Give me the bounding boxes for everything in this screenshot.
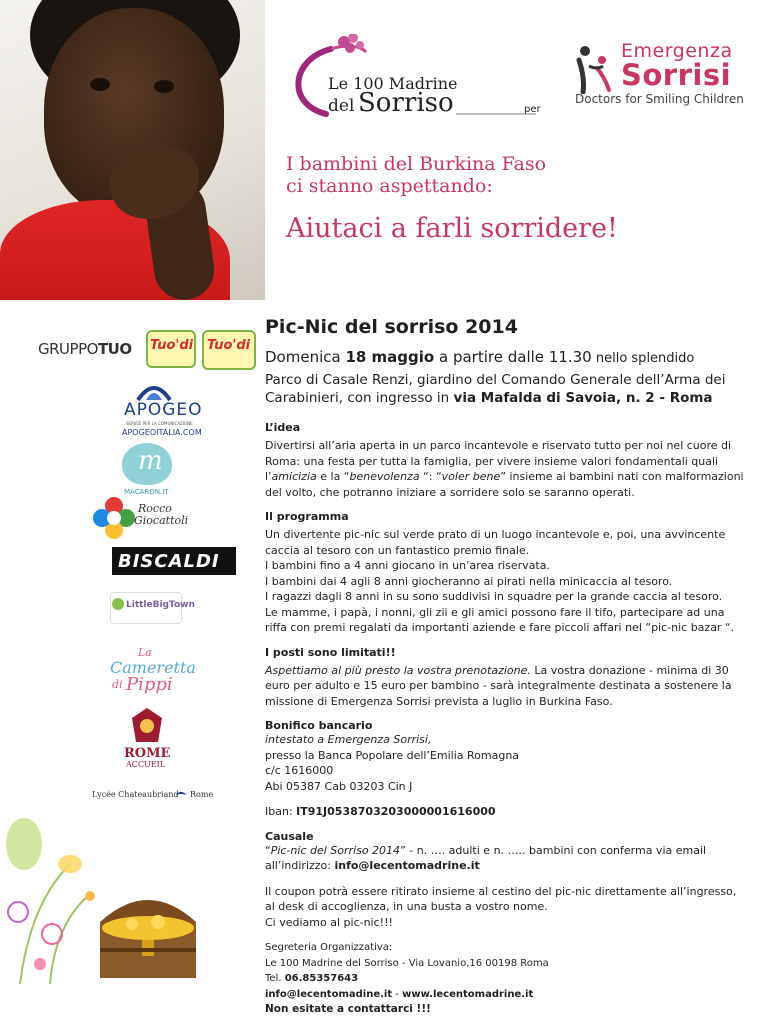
headline-line1: I bambini del Burkina Faso <box>286 153 547 175</box>
rome-accueil-emblem-icon <box>130 706 164 746</box>
segreteria-email-link[interactable]: info@lecentomadine.it <box>265 988 393 1000</box>
event-title: Pic-Nic del sorriso 2014 <box>265 316 518 338</box>
biscaldi-name: BISCALDI <box>118 551 220 572</box>
bonifico-line4: Abi 05387 Cab 03203 Cin J <box>265 779 413 793</box>
bonifico-line3: c/c 1616000 <box>265 764 334 777</box>
event-when: Domenica 18 maggio a partire dalle 11.30 nello splendido <box>265 348 695 366</box>
segreteria-tel: Tel. 06.85357643 <box>265 973 359 984</box>
es-sub: Doctors for Smiling Children <box>575 92 744 106</box>
programma-line1: I bambini fino a 4 anni giocano in un’area riservata. <box>265 559 550 572</box>
headline-cta: Aiutaci a farli sorridere! <box>286 213 618 244</box>
people-icon <box>575 44 615 94</box>
programma-line3: I ragazzi dagli 8 anni in su sono suddivisi in squadre per la grande caccia al tesoro. <box>265 590 723 603</box>
cameretta-pippi: Pippi <box>126 674 173 695</box>
programma-line4: Le mamme, i papà, i nonni, gli zii e gli amici possono fare il tifo, partecipare ad una riffa con premi regalati da importanti aziende e fare piccoli affari nel “pic-nic bazar “. <box>265 605 735 634</box>
bonifico-line2: presso la Banca Popolare dell’Emilia Romagna <box>265 748 520 762</box>
macaron-url: MACARON.IT <box>124 488 169 496</box>
littlebig-dot-icon <box>112 598 124 610</box>
es-main: Sorrisi <box>621 58 732 92</box>
segreteria-contacts: info@lecentomadine.it - www.lecentomadrine.it <box>265 988 534 1000</box>
programma-heading: Il programma <box>265 510 349 523</box>
coupon-text: Il coupon potrà essere ritirato insieme al cestino del pic-nic direttamente all’ingresso, al desk di accoglienza, in una busta a vostro nome. <box>265 884 737 913</box>
apogeo-sub: SERVIZI PER LA COMUNICAZIONE <box>126 421 193 426</box>
idea-text: Divertirsi all’aria aperta in un parco incantevole e riservato tutto per noi nel cuore di Roma: una festa per tutta la famiglia, per vivere insieme valori fondamentali quali l’amicizia e la “benevolenza “: “voler bene” insieme ai bambini nati con malformazioni del volto, che potranno iniziare a sorridere solo se saranno operati. <box>265 439 744 499</box>
tuodi-label-1: Tuo'di <box>150 338 194 353</box>
rome-accueil-line2: ACCUEIL <box>126 760 166 769</box>
headline-block <box>286 153 546 197</box>
littlebig-name: LittleBigTown <box>126 600 195 610</box>
apogeo-url: APOGEOITALIA.COM <box>122 428 202 437</box>
headline-line2: ci stanno aspettando: <box>286 175 493 197</box>
causale-text: “Pic-nic del Sorriso 2014” - n. …. adulti e n. ….. bambini con conferma via email all’indirizzo: info@lecentomadrine.it <box>265 843 707 872</box>
bonifico-heading: Bonifico bancario <box>265 719 373 732</box>
segreteria-web-link[interactable]: www.lecentomadrine.it <box>402 988 534 1000</box>
rocco-line2: Giocattoli <box>134 514 189 527</box>
rocco-flower-icon <box>92 496 136 540</box>
tuodi-label-2: Tuo'di <box>207 338 251 353</box>
segreteria-heading: Segreteria Organizzativa: <box>265 942 393 953</box>
event-where: Parco di Casale Renzi, giardino del Comando Generale dell’Arma dei Carabinieri, con ingresso in via Mafalda di Savoia, n. 2 - Roma <box>265 372 726 406</box>
posti-heading: I posti sono limitati!! <box>265 645 396 659</box>
posti-text: Aspettiamo al più presto la vostra prenotazione. La vostra donazione - minima di 30 euro per adulto e 15 euro per bambino - sarà integralmente destinata a sostenere la missione di Emergenza Sorrisi prevista a luglio in Burkina Faso. <box>265 663 732 708</box>
child-photo <box>0 0 265 300</box>
iban-line: Iban: IT91J0538703203000001616000 <box>265 805 496 818</box>
madrine-per: per <box>524 104 541 115</box>
es-top: Emergenza <box>621 40 733 62</box>
sponsor-column <box>0 318 258 994</box>
apogeo-globe-icon <box>134 376 174 402</box>
gruppo-tuo-logo: GRUPPOTUO <box>38 340 132 358</box>
rome-accueil-line1: ROME <box>124 746 171 761</box>
causale-heading: Causale <box>265 829 314 843</box>
programma-line2: I bambini dai 4 agli 8 anni giocheranno ai pirati nella minicaccia al tesoro. <box>265 574 673 588</box>
lycee-bird-icon <box>176 792 186 799</box>
cameretta-di: di <box>112 678 123 691</box>
idea-heading: L’idea <box>265 421 301 434</box>
treasure-chest-icon <box>92 878 204 988</box>
madrine-line1: Le 100 Madrine <box>328 74 458 93</box>
segreteria-address: Le 100 Madrine del Sorriso - Via Lovanio,16 00198 Roma <box>265 957 549 969</box>
rocco-line1: Rocco <box>138 502 172 515</box>
programma-intro: Un divertente pic-nic sul verde prato di un luogo incantevole e, poi, una avvincente caccia al tesoro con un fantastico premio finale. <box>265 528 726 557</box>
event-content <box>265 316 745 1018</box>
bonifico-line1: intestato a Emergenza Sorrisi, <box>265 733 432 746</box>
macaron-m: m <box>138 446 163 476</box>
madrine-logo <box>286 34 546 124</box>
emergenza-sorrisi-logo <box>575 40 755 110</box>
madrine-line2b: Sorriso <box>358 88 454 118</box>
lycee-rome: Rome <box>190 790 214 799</box>
lycee-name: Lycée Chateaubriand <box>92 790 179 799</box>
coupon-closing: Ci vediamo al pic-nic!!! <box>265 915 393 929</box>
cameretta-name: Cameretta <box>110 658 196 677</box>
apogeo-name: APOGEO <box>124 400 203 420</box>
madrine-line2a: del <box>328 96 355 116</box>
causale-email-link[interactable]: info@lecentomadrine.it <box>334 859 480 872</box>
segreteria-closing: Non esitate a contattarci !!! <box>265 1003 431 1015</box>
cameretta-la: La <box>138 646 152 659</box>
